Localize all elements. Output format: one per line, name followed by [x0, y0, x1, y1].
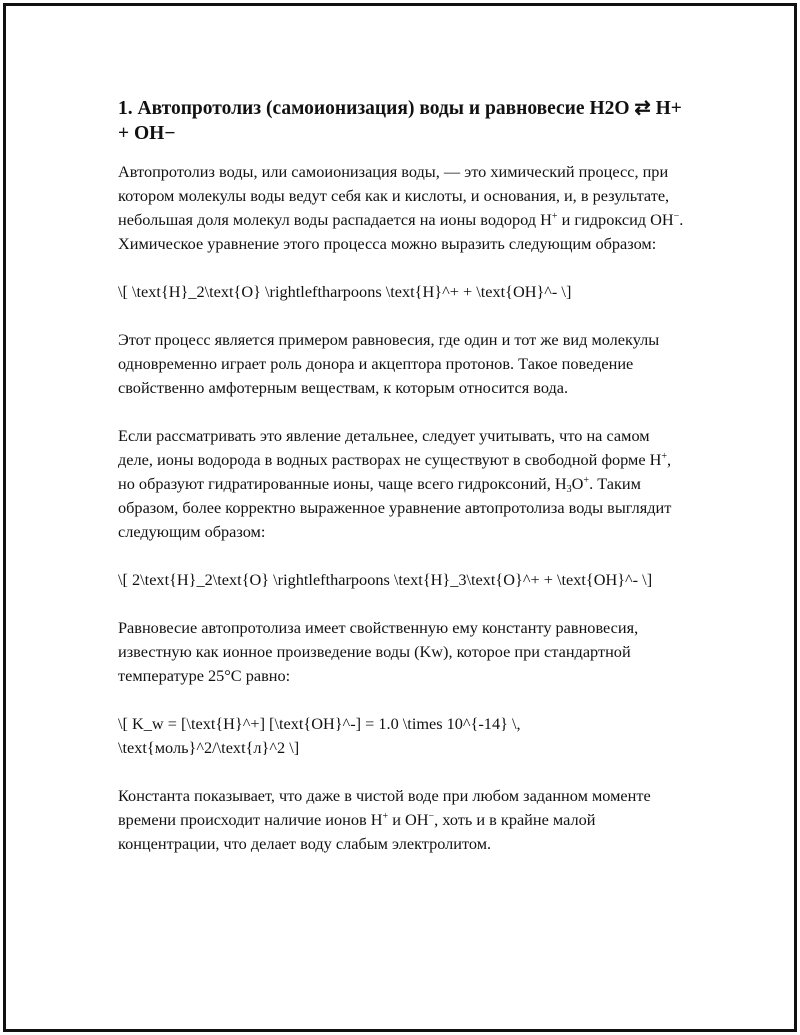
document-body — [118, 96, 688, 880]
equation-water-dissociation: \[ \text{H}_2\text{O} \rightleftharpoons \text{H}^+ + \text{OH}^- \] — [118, 282, 572, 301]
text-run: Автопротолиз воды, или самоионизация воды, — это химический процесс, при котором молекулы воды ведут себя как и кислоты, и основания, и, в результате, небольшая доля молекул воды распадается на ионы водород H — [118, 162, 670, 229]
superscript: + — [551, 211, 558, 222]
section-heading: 1. Автопротолиз (самоионизация) воды и равновесие H2O ⇄ H+ + OH− — [118, 98, 682, 144]
paragraph-hydronium — [118, 424, 688, 544]
superscript: + — [382, 811, 389, 822]
superscript: + — [661, 451, 668, 462]
superscript: − — [428, 811, 435, 822]
text-run: Если рассматривать это явление детальнее, следует учитывать, что на самом деле, ионы водорода в водных растворах не существуют в свободной форме H — [118, 426, 662, 469]
text-run: . Химическое уравнение этого процесса можно выразить следующим образом: — [118, 210, 684, 253]
text-run: , хоть и в крайне малой концентрации, что делает воду слабым электролитом. — [118, 810, 596, 853]
text-run: и гидроксид OH — [557, 210, 674, 229]
superscript: − — [673, 211, 680, 222]
paragraph-autoprotolysis-intro — [118, 160, 688, 256]
paragraph-ionic-product: Равновесие автопротолиза имеет свойственную ему константу равновесия, известную как ионное произведение воды (Kw), которое при стандартной температуре 25°C равно: — [118, 618, 639, 685]
text-run: Константа показывает, что даже в чистой воде при любом заданном моменте времени происходит наличие ионов H — [118, 786, 651, 829]
subscript: 3 — [566, 484, 572, 495]
equation-kw: \[ K_w = [\text{H}^+] [\text{OH}^-] = 1.0 \times 10^{-14} \, \text{моль}^2/\text{л}^2 \] — [118, 714, 521, 757]
superscript: + — [583, 475, 590, 486]
text-run: . Таким образом, более корректно выраженное уравнение автопротолиза воды выглядит следующим образом: — [118, 474, 672, 541]
text-run: , но образуют гидратированные ионы, чаще всего гидроксоний, H — [118, 450, 672, 493]
text-run: O — [571, 474, 584, 493]
paragraph-equilibrium: Этот процесс является примером равновесия, где один и тот же вид молекулы одновременно играет роль донора и акцептора протонов. Такое поведение свойственно амфотерным веществам, к которым относится вода. — [118, 330, 660, 397]
paragraph-conclusion — [118, 784, 688, 856]
equation-hydronium: \[ 2\text{H}_2\text{O} \rightleftharpoons \text{H}_3\text{O}^+ + \text{OH}^- \] — [118, 570, 653, 589]
text-run: и OH — [388, 810, 429, 829]
